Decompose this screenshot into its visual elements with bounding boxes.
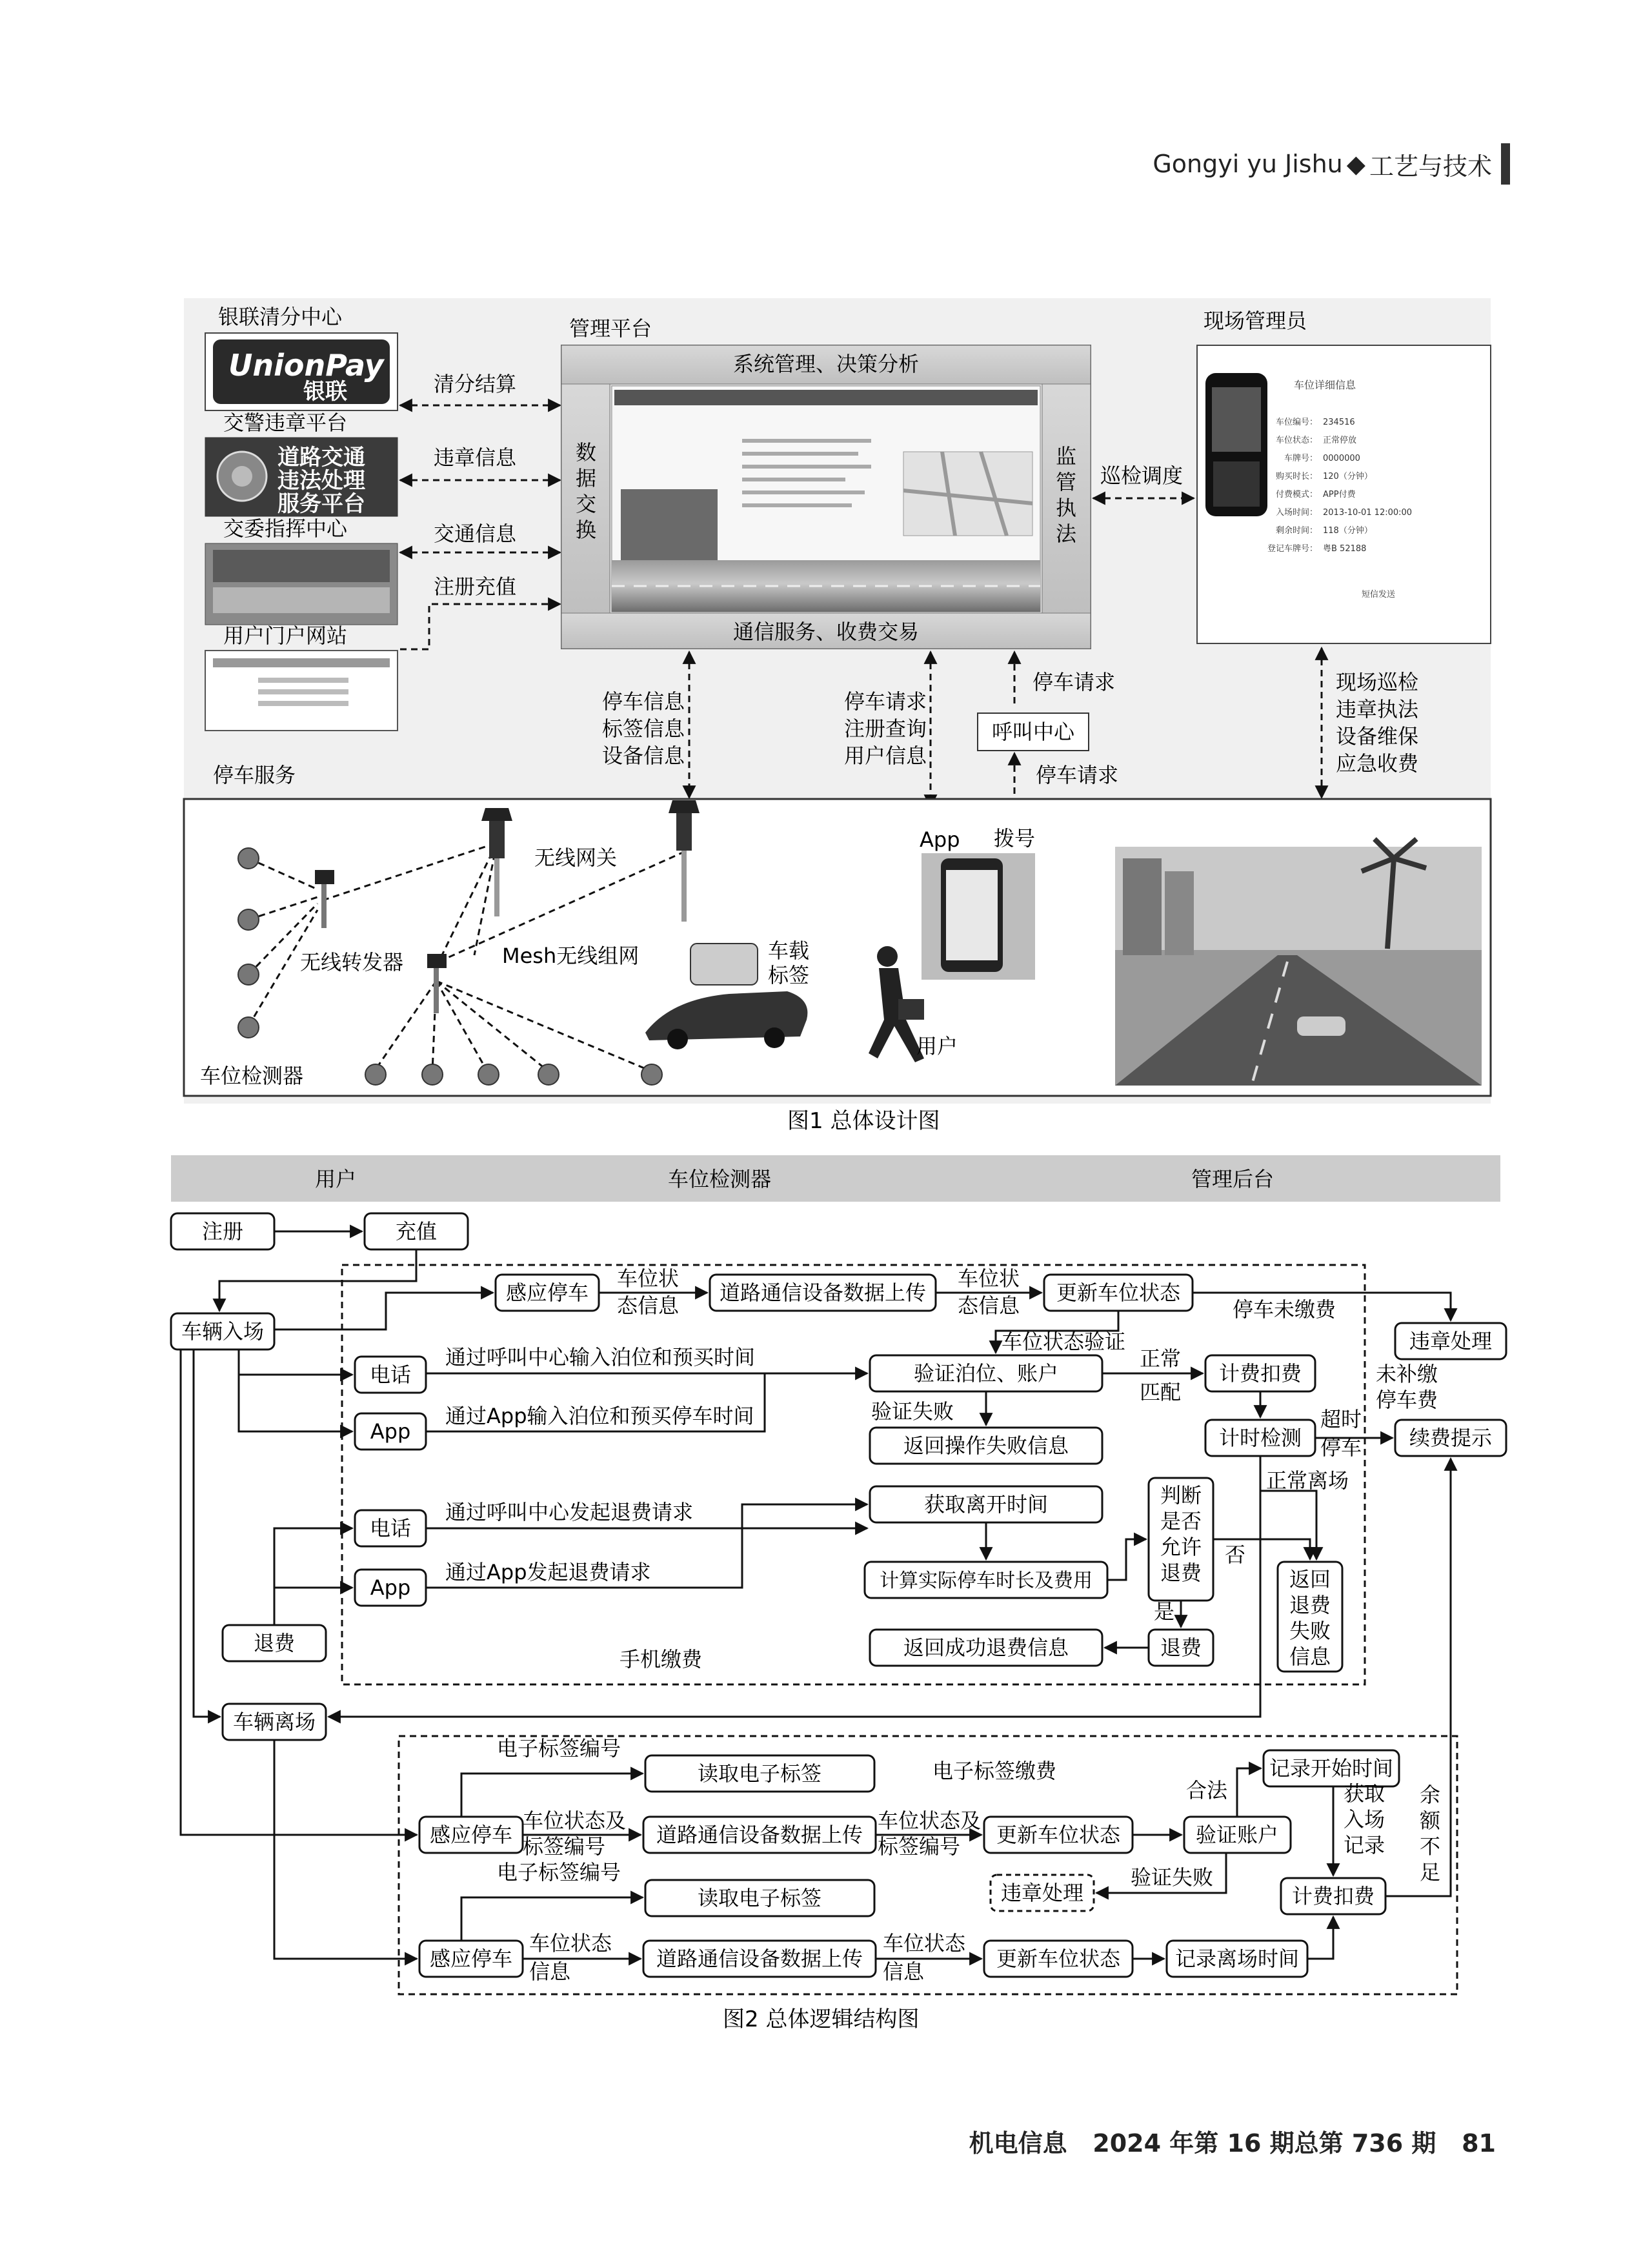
device-screen-title: 车位详细信息 <box>1294 379 1356 391</box>
street-car <box>1297 1016 1345 1036</box>
platform-text-3 <box>742 465 871 469</box>
platform-left-char4: 换 <box>575 518 597 542</box>
label-call-refund: 通过呼叫中心发起退费请求 <box>445 1500 694 1524</box>
footer-journal: 机电信息 <box>969 2129 1067 2158</box>
link-patrol: 巡检调度 <box>1100 463 1184 488</box>
car-wheel <box>764 1027 785 1048</box>
handheld-screen <box>1212 387 1261 452</box>
label-yes: 是 <box>1154 1599 1175 1624</box>
platform-screenshot-photo <box>621 489 718 560</box>
label-dial: 拨号 <box>994 826 1036 851</box>
label-status4: 车位状态信息 <box>883 1931 966 1984</box>
node-exit-label: 车辆离场 <box>232 1710 316 1734</box>
node-refund-ok-label: 返回成功退费信息 <box>903 1635 1069 1660</box>
label-status3: 车位状态信息 <box>529 1931 612 1984</box>
duty-patrol: 现场巡检 <box>1336 670 1419 694</box>
node-refund-fail-label: 返回退费失败信息 <box>1289 1567 1331 1669</box>
duty-maintain: 设备维保 <box>1336 724 1419 749</box>
node-upload2-label: 道路通信设备数据上传 <box>656 1823 863 1847</box>
node-update2-label: 更新车位状态 <box>996 1823 1121 1847</box>
label-device-info: 设备信息 <box>602 743 685 768</box>
device-row-value: 234516 <box>1323 418 1355 427</box>
platform-right-char2: 管 <box>1055 470 1077 494</box>
label-register-query: 注册查询 <box>844 716 927 741</box>
label-repeater: 无线转发器 <box>300 950 404 975</box>
platform-right-char1: 监 <box>1055 444 1077 469</box>
node-phone1-label: 电话 <box>369 1362 412 1387</box>
lane-header <box>171 1155 1500 1202</box>
device-row-value: 粤B 52188 <box>1323 544 1367 554</box>
footer-issue: 2024 年第 16 期总第 736 期 <box>1093 2129 1436 2158</box>
node-leave-time-label: 获取离开时间 <box>923 1492 1049 1517</box>
node-refund-btn-label: 退费 <box>253 1631 296 1655</box>
node-sense2-label: 感应停车 <box>429 1823 513 1847</box>
node-charge-label: 计费扣费 <box>1218 1361 1302 1386</box>
node-update3-label: 更新车位状态 <box>996 1946 1121 1971</box>
node-verify-label: 验证泊位、账户 <box>913 1361 1059 1386</box>
unionpay-logo-cn: 银联 <box>303 379 347 405</box>
smartphone-screen <box>946 870 998 960</box>
diamond-icon: ◆ <box>1346 150 1365 178</box>
label-verify-fail2: 验证失败 <box>1131 1865 1214 1890</box>
platform-left-char3: 交 <box>575 492 597 516</box>
label-unpaid: 停车未缴费 <box>1233 1297 1336 1322</box>
device-row-label: 付费模式： <box>1275 490 1318 500</box>
portal-line3 <box>258 701 348 706</box>
platform-title: 管理平台 <box>569 316 652 341</box>
figure-2 <box>0 1136 1652 2052</box>
label-parking-info: 停车信息 <box>602 689 685 714</box>
lane-user: 用户 <box>314 1167 357 1191</box>
device-row-value: 0000000 <box>1323 454 1360 463</box>
label-etag-pay: 电子标签缴费 <box>932 1759 1057 1783</box>
platform-road-icon <box>612 560 1040 612</box>
node-app1-label: App <box>370 1419 411 1444</box>
device-row-label: 入场时间： <box>1275 508 1318 518</box>
police-badge-line2: 违法处理 <box>277 468 365 494</box>
node-upload3-label: 道路通信设备数据上传 <box>656 1946 863 1971</box>
node-refund-do-label: 退费 <box>1160 1635 1202 1660</box>
label-normal-leave: 正常离场 <box>1266 1468 1349 1493</box>
node-phone2-label: 电话 <box>369 1516 412 1541</box>
traffic-screenwall <box>213 550 390 582</box>
node-rec-leave-label: 记录离场时间 <box>1174 1946 1300 1971</box>
police-title: 交警违章平台 <box>223 410 348 435</box>
duty-emergency: 应急收费 <box>1336 751 1419 776</box>
node-update1-label: 更新车位状态 <box>1056 1280 1181 1305</box>
label-mobile-pay: 手机缴费 <box>620 1647 703 1672</box>
device-row-label: 购买时长： <box>1275 472 1318 481</box>
portal-title: 用户门户网站 <box>223 623 348 648</box>
device-row-value: 2013-10-01 12:00:00 <box>1323 508 1413 518</box>
duty-enforce: 违章执法 <box>1336 697 1419 722</box>
label-status-verify: 车位状态验证 <box>1002 1329 1126 1354</box>
header-pinyin: Gongyi yu Jishu <box>1153 150 1343 178</box>
label-park-request: 停车请求 <box>844 689 927 714</box>
platform-bottom-label: 通信服务、收费交易 <box>732 620 920 644</box>
node-violation-label: 违章处理 <box>1409 1329 1493 1353</box>
figure-2-caption: 图2 总体逻辑结构图 <box>723 2006 920 2032</box>
link-traffic: 交通信息 <box>434 521 517 546</box>
label-status-tag1: 车位状态及标签编号 <box>523 1808 627 1859</box>
node-read1-label: 读取电子标签 <box>697 1761 822 1786</box>
node-verify-acct-label: 验证账户 <box>1195 1823 1279 1847</box>
label-tag-id1: 电子标签编号 <box>497 1736 621 1761</box>
handheld-keypad <box>1213 461 1260 507</box>
platform-text-2 <box>742 452 858 456</box>
device-row-label: 车牌号： <box>1284 454 1318 463</box>
car-wheel <box>667 1029 688 1049</box>
link-recharge: 注册充值 <box>434 574 517 599</box>
label-tag-id2: 电子标签编号 <box>497 1860 621 1885</box>
label-call-top: 停车请求 <box>1032 670 1116 694</box>
police-badge-line1: 道路交通 <box>277 445 365 470</box>
node-timer-label: 计时检测 <box>1218 1426 1302 1450</box>
node-fail1-label: 返回操作失败信息 <box>903 1433 1069 1458</box>
label-gateway: 无线网关 <box>534 845 618 870</box>
label-user: 用户 <box>916 1034 958 1058</box>
node-calc-label: 计算实际停车时长及费用 <box>880 1570 1093 1592</box>
label-detector: 车位检测器 <box>200 1064 304 1088</box>
label-get-record: 获取入场记录 <box>1344 1781 1385 1857</box>
node-charge2-label: 计费扣费 <box>1291 1884 1375 1908</box>
platform-top-label: 系统管理、决策分析 <box>732 352 920 376</box>
header-section: 工艺与技术 <box>1369 152 1492 181</box>
label-mesh: Mesh无线组网 <box>502 944 640 968</box>
device-send: 短信发送 <box>1362 590 1396 600</box>
platform-text-1 <box>742 439 871 443</box>
node-upload1-label: 道路通信设备数据上传 <box>719 1280 927 1305</box>
label-app: App <box>920 827 960 852</box>
platform-right-char3: 执 <box>1055 496 1077 520</box>
device-row-label: 剩余时间： <box>1275 526 1318 536</box>
node-judge-label: 判断是否允许退费 <box>1160 1483 1202 1585</box>
platform-text-5 <box>742 490 865 494</box>
device-row-label: 车位编号： <box>1275 418 1318 427</box>
street-building <box>1123 858 1162 955</box>
label-status2: 车位状态信息 <box>958 1266 1020 1318</box>
device-row-value: APP付费 <box>1323 490 1356 500</box>
platform-right-char4: 法 <box>1055 521 1077 546</box>
label-overtime: 超时停车 <box>1320 1407 1362 1460</box>
platform-screenshot-titlebar <box>614 390 1038 405</box>
label-normal: 正常 <box>1140 1346 1182 1371</box>
device-row-label: 登记车牌号： <box>1267 544 1318 554</box>
vehicle-tag-icon <box>690 944 758 985</box>
node-sense3-label: 感应停车 <box>429 1946 513 1971</box>
node-rec-start-label: 记录开始时间 <box>1269 1756 1394 1781</box>
unionpay-logo-text: UnionPay <box>228 348 384 383</box>
footer-page: 81 <box>1462 2129 1496 2158</box>
label-tag-info: 标签信息 <box>602 716 685 741</box>
label-not-paid: 未补缴停车费 <box>1376 1362 1438 1412</box>
label-balance-low: 余额不足 <box>1420 1783 1441 1885</box>
link-settlement: 清分结算 <box>434 372 517 396</box>
label-user-info: 用户信息 <box>844 743 927 768</box>
node-read2-label: 读取电子标签 <box>697 1886 822 1910</box>
traffic-title: 交委指挥中心 <box>223 516 348 541</box>
platform-left-char2: 据 <box>575 466 597 490</box>
call-center-label: 呼叫中心 <box>991 720 1075 744</box>
device-row-value: 120（分钟） <box>1323 472 1373 481</box>
street-building-2 <box>1165 871 1194 955</box>
node-violation2-label: 违章处理 <box>1000 1881 1084 1905</box>
portal-line2 <box>258 689 348 694</box>
label-status1: 车位状态信息 <box>617 1266 680 1318</box>
platform-left-char1: 数 <box>575 440 597 465</box>
device-row-value: 正常停放 <box>1323 436 1357 445</box>
node-recharge-label: 充值 <box>395 1219 438 1244</box>
police-badge-line3: 服务平台 <box>277 491 365 517</box>
node-sense1-label: 感应停车 <box>505 1280 589 1305</box>
node-renew-label: 续费提示 <box>1409 1426 1493 1450</box>
portal-line1 <box>258 678 348 683</box>
label-match: 匹配 <box>1140 1380 1182 1404</box>
page-footer <box>969 2123 1496 2159</box>
label-call-bottom: 停车请求 <box>1036 763 1119 787</box>
label-legal: 合法 <box>1186 1778 1228 1803</box>
platform-text-6 <box>742 503 852 507</box>
lane-backend: 管理后台 <box>1191 1167 1274 1191</box>
node-enter-label: 车辆入场 <box>181 1319 265 1344</box>
traffic-desks <box>213 587 390 613</box>
label-call-input: 通过呼叫中心输入泊位和预买时间 <box>445 1345 756 1370</box>
lane-detector: 车位检测器 <box>667 1167 772 1191</box>
unionpay-title: 银联清分中心 <box>218 305 343 329</box>
device-row-label: 车位状态： <box>1275 436 1318 445</box>
field-title: 现场管理员 <box>1204 308 1307 333</box>
label-app-refund: 通过App发起退费请求 <box>445 1560 651 1584</box>
node-register-label: 注册 <box>201 1219 244 1244</box>
link-violation: 违章信息 <box>434 445 517 470</box>
device-row-value: 118（分钟） <box>1323 526 1373 536</box>
label-verify-fail: 验证失败 <box>871 1399 954 1424</box>
label-tag-1: 车载 <box>768 938 810 963</box>
label-no: 否 <box>1225 1542 1246 1567</box>
label-app-input: 通过App输入泊位和预买停车时间 <box>445 1404 754 1428</box>
portal-bar <box>213 658 390 667</box>
service-title: 停车服务 <box>213 763 296 787</box>
figure-1-caption: 图1 总体设计图 <box>787 1108 940 1134</box>
label-tag-2: 标签 <box>768 963 810 987</box>
police-emblem-center <box>232 466 252 487</box>
platform-text-4 <box>742 478 845 481</box>
group-mobile-pay <box>342 1265 1365 1684</box>
node-app2-label: App <box>370 1575 411 1600</box>
label-status-tag2: 车位状态及标签编号 <box>878 1808 982 1859</box>
